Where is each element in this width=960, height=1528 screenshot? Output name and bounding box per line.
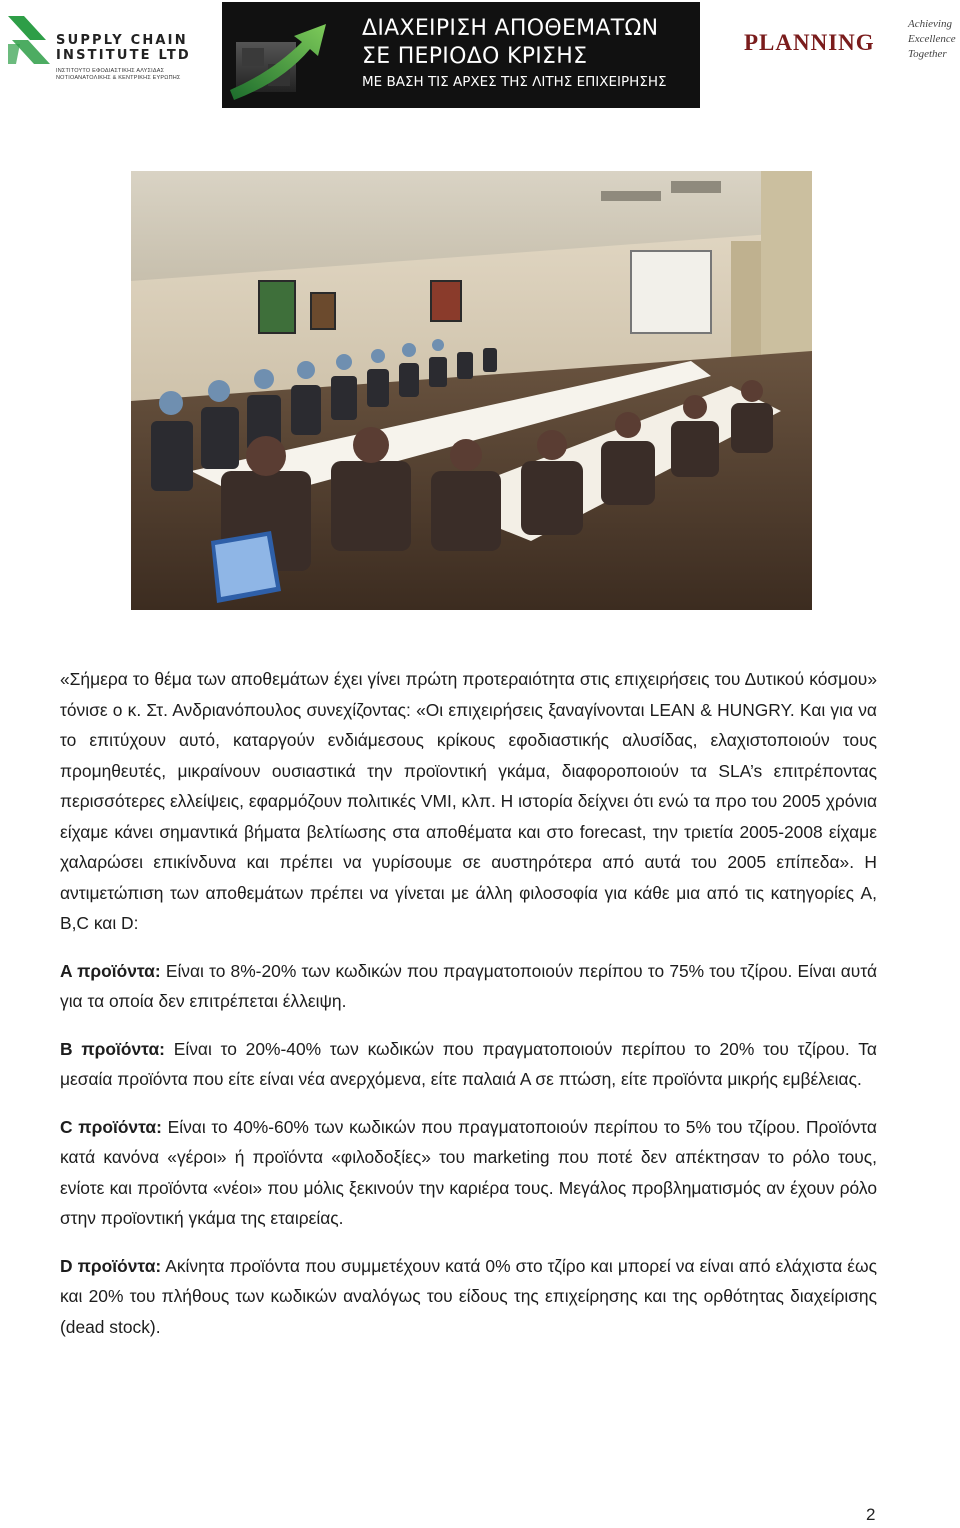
banner-title-line2: ΣΕ ΠΕΡΙΟΔΟ ΚΡΙΣΗΣ: [362, 44, 588, 69]
category-b-paragraph: [60, 1034, 877, 1095]
supply-chain-institute-logo: [2, 2, 194, 102]
planning-logo-name: PLANNING: [744, 30, 875, 55]
category-a-text: Είναι το 8%-20% των κωδικών που πραγματοποιούν περίπου το 75% του τζίρου. Είναι αυτά για τα οποία δεν επιτρέπεται έλλειψη.: [60, 960, 877, 1011]
event-banner: [222, 2, 700, 108]
planning-logo-tagline: Achieving Excellence Together: [908, 18, 956, 60]
category-c-label: C προϊόντα:: [60, 1116, 162, 1137]
category-d-text: Ακίνητα προϊόντα που συμμετέχουν κατά 0% στο τζίρο και μπορεί να είναι από ελάχιστα έως και 20% του πλήθους των κωδικών αναλόγως του είδους της επιχείρησης και της ορθότητας διαχείρισης (dead stock).: [60, 1255, 877, 1337]
banner-arrow-graphic-icon: [222, 2, 362, 108]
category-b-label: B προϊόντα:: [60, 1038, 165, 1059]
category-d-label: D προϊόντα:: [60, 1255, 162, 1276]
planning-logo: [744, 16, 958, 72]
sci-logo-name: SUPPLY CHAIN INSTITUTE LTD: [56, 33, 191, 63]
category-a-label: A προϊόντα:: [60, 960, 161, 981]
category-d-paragraph: [60, 1251, 877, 1343]
sci-logo-subtitle: ΙΝΣΤΙΤΟΥΤΟ ΕΦΟΔΙΑΣΤΙΚΗΣ ΑΛΥΣΙΔΑΣ ΝΟΤΙΟΑΝΑΤΟΛΙΚΗΣ & ΚΕΝΤΡΙΚΗΣ ΕΥΡΩΠΗΣ: [56, 68, 181, 81]
banner-subtitle: ΜΕ ΒΑΣΗ ΤΙΣ ΑΡΧΕΣ ΤΗΣ ΛΙΤΗΣ ΕΠΙΧΕΙΡΗΣΗΣ: [362, 74, 667, 90]
category-b-text: Είναι το 20%-40% των κωδικών που πραγματοποιούν περίπου το 20% του τζίρου. Τα μεσαία προϊόντα που είτε είναι νέα ανερχόμενα, είτε παλαιά Α σε πτώση, είτε προϊόντα μικρής εμβέλειας.: [60, 1038, 877, 1089]
category-a-paragraph: [60, 956, 877, 1017]
banner-title-line1: ΔΙΑΧΕΙΡΙΣΗ ΑΠΟΘΕΜΑΤΩΝ: [362, 16, 659, 41]
category-c-text: Είναι το 40%-60% των κωδικών που πραγματοποιούν περίπου το 5% του τζίρου. Προϊόντα κατά κανόνα «γέροι» ή προϊόντα «φιλοδοξίες» του marketing που ποτέ δεν απέκτησαν το ρόλο τους, ενίοτε και προϊόντα «νέοι» που μόλις ξεκινούν την καριέρα τους. Μεγάλος προβληματισμός αν έχουν ρόλο στην προϊοντική γκάμα της εταιρείας.: [60, 1116, 877, 1228]
category-c-paragraph: [60, 1112, 877, 1234]
intro-paragraph: «Σήμερα το θέμα των αποθεμάτων έχει γίνει πρώτη προτεραιότητα στις επιχειρήσεις του Δυτικού κόσμου» τόνισε ο κ. Στ. Ανδριανόπουλος συνεχίζοντας: «Οι επιχειρήσεις ξαναγίνονται LEAN & HUNGRY. Και για να το επιτύχουν αυτό, καταργούν ενδιάμεσους κρίκους εφοδιαστικής αλυσίδας, ελαχιστοποιούν τους προμηθευτές, μικραίνουν ουσιαστικά την προϊοντική γκάμα, διαφοροποιούν τα SLA’s επιτρέποντας περισσότερες ελλείψεις, εφαρμόζουν πολιτικές VMI, κλπ. Η ιστορία δείχνει ότι ενώ τα προ του 2005 χρόνια είχαμε κάνει σημαντικά βήματα βελτίωσης στα αποθέματα και στο forecast, την τριετία 2005-2008 είχαμε χαλαρώσει επικίνδυνα και πρέπει να γυρίσουμε σε αυστηρότερα από αυτά του 2005 επίπεδα». Η αντιμετώπιση των αποθεμάτων πρέπει να γίνεται με άλλη φιλοσοφία για κάθε μια από τις κατηγορίες A, B,C και D:: [60, 669, 877, 933]
page-number: 2: [866, 1505, 876, 1524]
sci-logo-mark-icon: [6, 10, 54, 68]
article-body: [60, 664, 877, 1342]
seminar-room-photo: [131, 171, 812, 610]
